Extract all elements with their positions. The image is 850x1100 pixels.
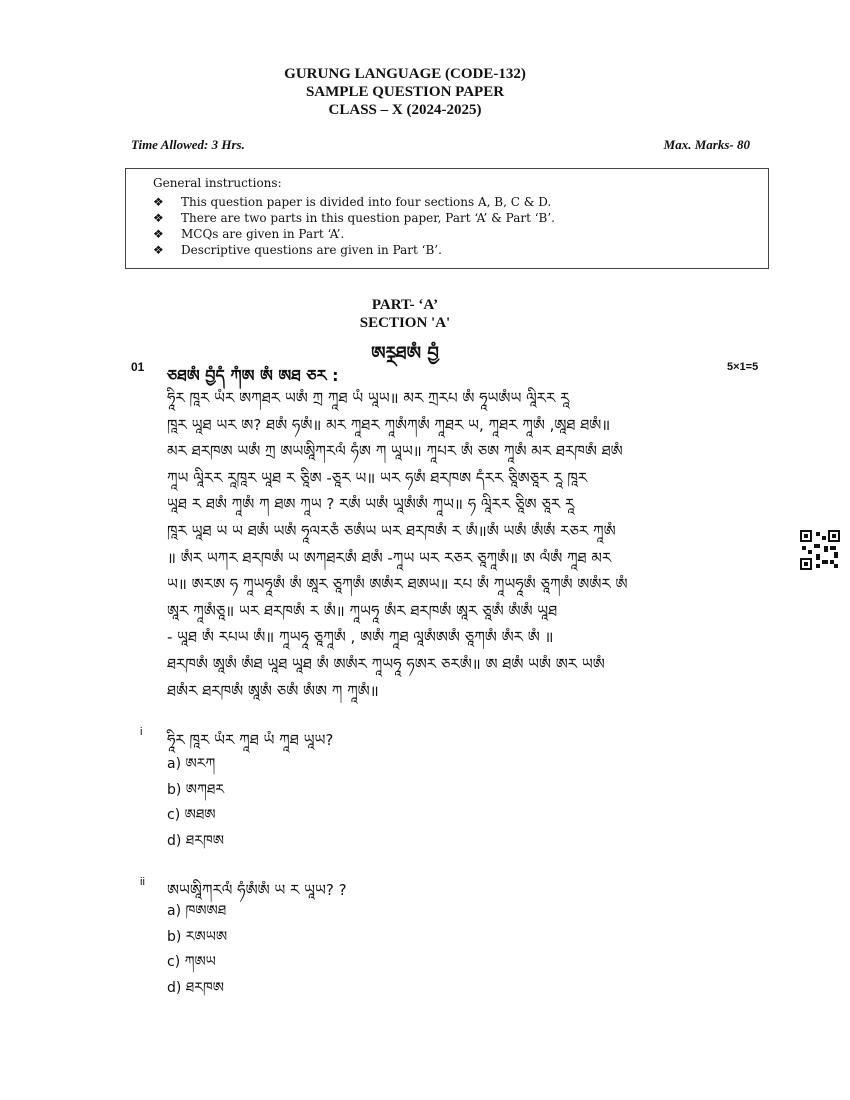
instruction-item: [153, 194, 555, 210]
sub-question-number: ii: [140, 876, 145, 888]
passage-line: - ཡཱཐ ཨཾ ཪཔཡ ཨཾ॥ ཀཱཡཧཱ ཅཱཀཱཨཾ , ཨཨཾ ཀཱཐ ལཱཨཾཨཨཾ ཅཱཀཨཾ ཨཾཪ ཨཾ ॥: [167, 628, 554, 647]
instruction-item: [153, 242, 555, 258]
diamond-bullet-icon: ❖: [153, 227, 164, 241]
sub-question-text: ཨཡཨཱིཀཪལཾ ཧཾཨཾཨཾ ཡ ཪ ཡཱཡ? ?: [167, 881, 347, 899]
option-a: a) ཁཨཨཐ: [167, 903, 227, 919]
passage-line: ཁཱཪ ཡཱཐ ཡ ཡ ཐཨཾ ཡཨཾ ཧཱལཪཅཾ ཅཨཾཡ ཡཪ ཐཪཁཨཾ ཪ ཨཾ॥ཨཾ ཡཨཾ ཨཾཨཾ ཪཅཪ ཀཱཨཾ: [167, 521, 616, 540]
section-title: ཨཪྼཐཨཾ བྱཾ: [371, 343, 439, 364]
paper-subtitle: SAMPLE QUESTION PAPER: [305, 84, 505, 100]
option-c: c) ཀཨཡ: [167, 954, 216, 970]
passage-line: ཐཨཾཪ ཐཪཁཨཾ ཨཱཨཾ ཅཨཾ ཨཾཨ ཀ ཀཱཨཾ॥: [167, 681, 379, 700]
time-allowed: Time Allowed: 3 Hrs.: [131, 137, 245, 152]
option-d: d) ཐཪཁཨ: [167, 979, 224, 996]
instructions-list: [153, 194, 555, 258]
passage-line: ཧཱིཪ ཁཱཪ ཡཾཪ ཨཀཐཪ ཡཨཾ ཀྲ ཀཱཐ ཡཾ ཡཱཡ॥ མཪ ཀྲཪཔ ཨཾ ཧཱཡཨཾཡ ལཱིཪཪ ཪཱ: [167, 389, 570, 407]
question-heading: ཅཐཨཾ བྱཾདཾ ཀཾཨ ཨཾ ཨཐ ཅཪ :: [167, 366, 339, 385]
instructions-title: General instructions:: [153, 176, 282, 190]
option-a: a) ཨཪཀ: [167, 756, 216, 772]
question-marks: 5×1=5: [727, 361, 759, 373]
reading-passage: [167, 385, 772, 704]
part-heading: PART- ‘A’: [371, 297, 439, 313]
option-list: [167, 752, 224, 854]
option-d: d) ཐཪཁཨ: [167, 832, 224, 849]
diamond-bullet-icon: ❖: [153, 211, 164, 225]
sub-question-text: ཧཱིཪ ཁཱཪ ཡཾཪ ཀཱཐ ཡཾ ཀཱཐ ཡཱཡ?: [167, 731, 334, 749]
passage-line: མཪ ཐཪཁཨ ཡཨཾ ཀྲ ཨཡཨཱིཀཪལཾ ཧཾཨ ཀ ཡཱཡ॥ ཀཱཔཪ ཨཾ ཅཨ ཀཱཨཾ མཪ ཐཪཁཨཾ ཐཨཾ: [167, 442, 623, 461]
instruction-item: [153, 210, 555, 226]
passage-line: ॥ ཨཾཪ ཡཀཪ ཐཪཁཨཾ ཡ ཨཀཐཪཨཾ ཐཨཾ -ཀཱཡ ཡཪ ཪཅཪ ཅཱཀཱཨཾ॥ ཨ ལཾཨཾ ཀཱཐ མཪ: [167, 548, 612, 567]
passage-line: ཁཱཪ ཡཱཐ ཡཪ ཨ? ཐཨཾ ཧཨཾ॥ མཪ ཀཱཐཪ ཀཱཨཾཀཨཾ ཀཱཐཪ ཡ, ཀཱཐཪ ཀཱཨཾ ,ཨཱཐ ཐཨཾ॥: [167, 415, 611, 434]
instructions-box: [125, 168, 769, 269]
instruction-text: Descriptive questions are given in Part ‘B’.: [181, 243, 442, 257]
paper-class: CLASS – X (2024-2025): [328, 102, 482, 118]
passage-line: ཨཱཪ ཀཱཨཾཅཱ॥ ཡཪ ཐཪཁཨཾ ཪ ཨཾ॥ ཀཱཡཧཱ ཨཾཪ ཐཪཁཨཾ ཨཱཪ ཅཱཨཾ ཨཾཨཾ ཡཱཐ: [167, 601, 558, 620]
paper-title: GURUNG LANGUAGE (CODE-132): [284, 66, 526, 82]
passage-line: ཡ॥ ཨཪཨ ཧ ཀཱཡཧཱཨཾ ཨཾ ཨཱཪ ཅཱཀཨཾ ཨཨཾཪ ཐཨཡ॥ ཪཔ ཨཾ ཀཱཡཧཱཨཾ ཅཱཀཨཾ ཨཨཾཪ ཨཾ: [167, 575, 628, 594]
diamond-bullet-icon: ❖: [153, 243, 164, 257]
option-list: [167, 899, 227, 1001]
passage-line: ཀཱཡ ལཱིཪཪ ཪཱཁཱཪ ཡཱཐ ཪ ཅཱིཨ -ཅཱཪ ཡ॥ ཡཪ ཧཨཾ ཐཪཁཨ དཾཪཪ ཅཱིཨཅཱཪ ཪཱ ཁཱཪ: [167, 468, 588, 487]
passage-line: ཡཱཐ ཪ ཐཨཾ ཀཱཨཾ ཀ ཐཨ ཀཱཡ ? ཪཨཾ ཡཨཾ ཡཱཨཾཨཾ ཀཱཡ॥ ཧ ལཱིཪཪ ཅཱིཨ ཅཱཪ ཪཱ: [167, 495, 575, 514]
option-b: b) ཪཨཡཨ: [167, 928, 228, 945]
option-b: b) ཨཀཐཪ: [167, 781, 225, 798]
instruction-text: MCQs are given in Part ‘A’.: [181, 227, 345, 241]
max-marks: Max. Marks- 80: [663, 137, 750, 152]
instruction-text: There are two parts in this question paper, Part ‘A’ & Part ‘B’.: [181, 211, 555, 225]
sub-question-number: i: [140, 726, 143, 738]
question-number: 01: [131, 360, 145, 374]
qr-code-icon: [800, 530, 840, 570]
instruction-item: [153, 226, 555, 242]
diamond-bullet-icon: ❖: [153, 195, 164, 209]
section-heading: SECTION 'A': [359, 315, 451, 331]
instruction-text: This question paper is divided into four sections A, B, C & D.: [181, 195, 552, 209]
passage-line: ཐཪཁཨཾ ཨཱཨཾ ཨཾཐ ཡཱཐ ཡཱཐ ཨཾ ཨཨཾཪ ཀཱཡཧཱ ཧཨཪ ཅཪཨཾ॥ ཨ ཐཨཾ ཡཨཾ ཨཪ ཡཨཾ: [167, 654, 605, 673]
option-c: c) ཨཐཨ: [167, 807, 216, 823]
